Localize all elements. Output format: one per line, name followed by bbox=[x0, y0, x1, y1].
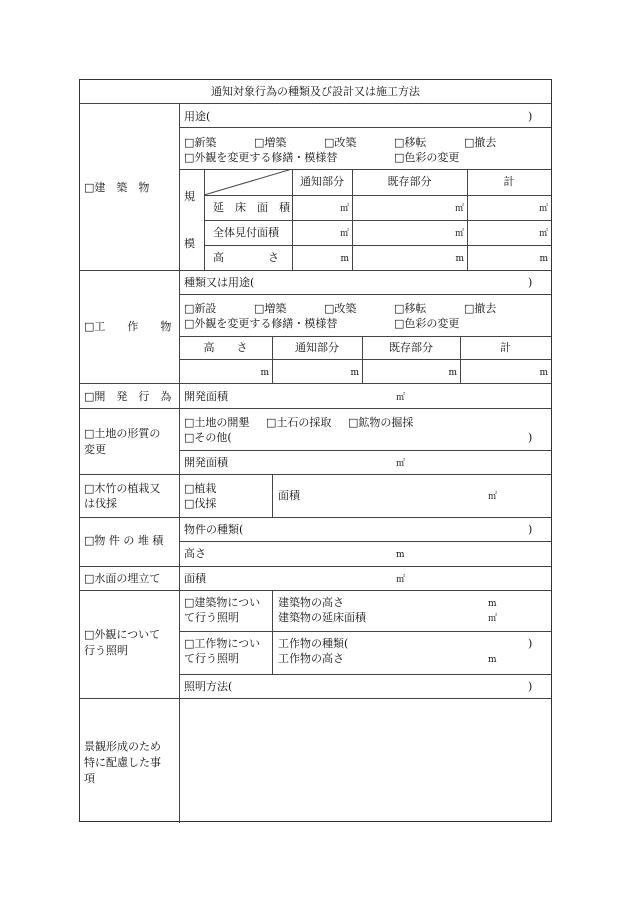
land-area-label: 開発面積 bbox=[184, 456, 228, 469]
structure-act-move[interactable]: □移転 bbox=[394, 302, 427, 315]
lighting-building-height: 建築物の高さ bbox=[278, 596, 344, 609]
col-existing: 既存部分 bbox=[387, 175, 432, 188]
lighting-structure-type: 工作物の種類( bbox=[278, 637, 349, 650]
trees-opt-fell[interactable]: □伐採 bbox=[184, 497, 217, 510]
structure-act-extend[interactable]: □増築 bbox=[254, 302, 287, 315]
considerations-input[interactable] bbox=[180, 699, 551, 821]
landfill-area-label: 面積 bbox=[184, 572, 206, 585]
scale-label-bottom: 模 bbox=[184, 237, 195, 250]
land-opt-clearing[interactable]: □土地の開墾 bbox=[184, 416, 250, 429]
structure-label[interactable]: □工 作 物 bbox=[84, 320, 172, 333]
row-facade-area: 全体見付面積 bbox=[213, 226, 279, 239]
row-height: 高 さ bbox=[213, 251, 279, 264]
notification-form: 通知対象行為の種類及び設計又は施工方法 □建 築 物 用途( ) □新築 □増築 □改築 □移転 □撤去 □外観を変更する修繕・模様替 □色彩の変更 規 模 通知部分 既存部分 計 延 床 面 積 全体見付面積 高 さ ㎡ ㎡ ㎡ ㎡ ㎡ ㎡ m m m □工 作 物 種類又は用途( ) □新設 □増築 □改築 □移転 □撤去 □外観を変更する修繕・模様替 □色彩の変更 高 さ 通知部分 既存部分 計 m m m m □開 発 行 為 開発面積 ㎡ □土地の形質の 変更 □土地の開墾 □土石の採取 □鉱物の掘採 □その他( ) 開発面積 ㎡ □木竹の植栽又 は伐採 □植栽 □伐採 面積 ㎡ □物 件 の 堆 積 物件の種類( ) 高さ m □水面の埋立て 面積 ㎡ □外観について 行う照明 □建築物につい て行う照明 建築物の高さ m 建築物の延床面積 ㎡ □工作物につい て行う照明 工作物の種類( ) 工作物の高さ m 照明方法( ) 景観形成のため 特に配慮した事 項 bbox=[79, 79, 552, 822]
col-notified: 通知部分 bbox=[300, 175, 344, 188]
landfill-label[interactable]: □水面の埋立て bbox=[84, 572, 161, 585]
trees-label[interactable]: □木竹の植栽又 bbox=[84, 482, 161, 495]
building-act-new[interactable]: □新築 bbox=[184, 136, 217, 149]
structure-col-existing: 既存部分 bbox=[389, 341, 433, 354]
stockpile-height-label: 高さ bbox=[184, 547, 206, 560]
building-act-repair[interactable]: □外観を変更する修繕・模様替 bbox=[184, 151, 338, 164]
development-label[interactable]: □開 発 行 為 bbox=[84, 390, 172, 403]
form-title: 通知対象行為の種類及び設計又は施工方法 bbox=[211, 85, 420, 98]
land-label[interactable]: □土地の形質の bbox=[84, 427, 161, 440]
building-act-color[interactable]: □色彩の変更 bbox=[394, 151, 460, 164]
col-total: 計 bbox=[503, 175, 515, 188]
trees-area-label: 面積 bbox=[278, 489, 300, 502]
lighting-building-opt[interactable]: □建築物につい bbox=[184, 596, 261, 609]
development-area-label: 開発面積 bbox=[184, 390, 228, 403]
lighting-structure-opt[interactable]: □工作物につい bbox=[184, 637, 261, 650]
land-opt-quarry[interactable]: □土石の採取 bbox=[266, 416, 332, 429]
building-label[interactable]: □建 築 物 bbox=[84, 181, 150, 194]
considerations-label: 景観形成のため bbox=[84, 740, 161, 753]
structure-act-repair[interactable]: □外観を変更する修繕・模様替 bbox=[184, 317, 338, 330]
structure-act-color[interactable]: □色彩の変更 bbox=[394, 317, 460, 330]
structure-col-notified: 通知部分 bbox=[295, 341, 339, 354]
land-opt-mining[interactable]: □鉱物の掘採 bbox=[348, 416, 414, 429]
lighting-label[interactable]: □外観について bbox=[84, 628, 161, 641]
building-act-extend[interactable]: □増築 bbox=[254, 136, 287, 149]
structure-type-label: 種類又は用途( bbox=[184, 276, 255, 289]
structure-act-rebuild[interactable]: □改築 bbox=[324, 302, 357, 315]
trees-opt-plant[interactable]: □植栽 bbox=[184, 482, 217, 495]
stockpile-label[interactable]: □物 件 の 堆 積 bbox=[84, 534, 164, 547]
diagonal-header-cell bbox=[204, 169, 292, 195]
lighting-building-area: 建築物の延床面積 bbox=[278, 611, 366, 624]
structure-col-total: 計 bbox=[500, 341, 511, 354]
land-opt-other[interactable]: □その他( bbox=[184, 431, 232, 444]
scale-label-top: 規 bbox=[184, 190, 195, 203]
stockpile-type-label: 物件の種類( bbox=[184, 523, 244, 536]
building-act-remove[interactable]: □撤去 bbox=[464, 136, 497, 149]
row-floor-area: 延 床 面 積 bbox=[213, 201, 290, 214]
building-use-label: 用途( bbox=[184, 110, 211, 123]
building-act-rebuild[interactable]: □改築 bbox=[324, 136, 357, 149]
structure-act-new[interactable]: □新設 bbox=[184, 302, 217, 315]
lighting-structure-height: 工作物の高さ bbox=[278, 652, 344, 665]
lighting-method: 照明方法( bbox=[184, 680, 233, 693]
building-act-move[interactable]: □移転 bbox=[394, 136, 427, 149]
structure-col-height: 高 さ bbox=[203, 341, 248, 354]
structure-act-remove[interactable]: □撤去 bbox=[464, 302, 497, 315]
